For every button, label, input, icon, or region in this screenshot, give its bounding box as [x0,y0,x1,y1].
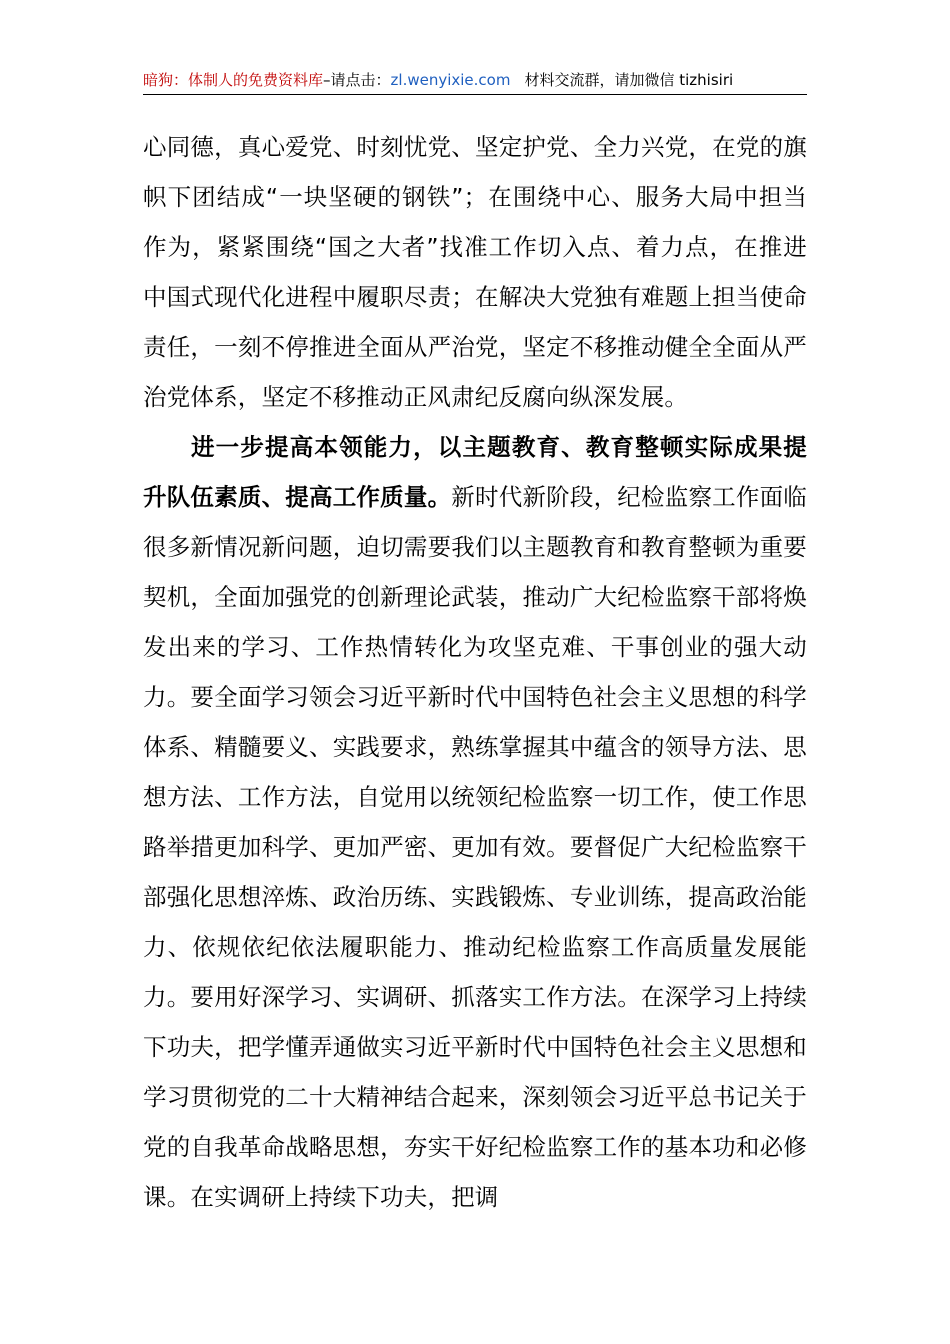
header-site-name: 暗狗：体制人的免费资料库 [143,71,324,89]
header-click-prompt: –请点击： [323,71,391,89]
paragraph-continued: 心同德，真心爱党、时刻忧党、坚定护党、全力兴党，在党的旗帜下团结成“一块坚硬的钢铁”；在围绕中心、服务大局中担当作为，紧紧围绕“国之大者”找准工作切入点、着力点，在推进中国式现代化进程中履职尽责；在解决大党独有难题上担当使命责任，一刻不停推进全面从严治党，坚定不移推动健全全面从严治党体系，坚定不移推动正风肃纪反腐向纵深发展。 [143,133,807,411]
paragraph-heading: 进一步提高本领能力，以主题教育、教育整顿实际成果提升队伍素质、提高工作质量。 [143,433,807,511]
header-site-link[interactable]: zl.wenyixie.com [390,71,511,89]
document-body [143,122,807,1222]
paragraph-text: 新时代新阶段，纪检监察工作面临很多新情况新问题，迫切需要我们以主题教育和教育整顿为重要契机，全面加强党的创新理论武装，推动广大纪检监察干部将焕发出来的学习、工作热情转化为攻坚克难、干事创业的强大动力。要全面学习领会习近平新时代中国特色社会主义思想的科学体系、精髓要义、实践要求，熟练掌握其中蕴含的领导方法、思想方法、工作方法，自觉用以统领纪检监察一切工作，使工作思路举措更加科学、更加严密、更加有效。要督促广大纪检监察干部强化思想淬炼、政治历练、实践锻炼、专业训练，提高政治能力、依规依纪依法履职能力、推动纪检监察工作高质量发展能力。要用好深学习、实调研、抓落实工作方法。在深学习上持续下功夫，把学懂弄通做实习近平新时代中国特色社会主义思想和学习贯彻党的二十大精神结合起来，深刻领会习近平总书记关于党的自我革命战略思想，夯实干好纪检监察工作的基本功和必修课。在实调研上持续下功夫，把调 [143,483,807,1211]
header-contact: 材料交流群，请加微信 tizhisiri [524,71,734,89]
page-header [143,70,807,95]
paragraph-ability [143,422,807,1222]
